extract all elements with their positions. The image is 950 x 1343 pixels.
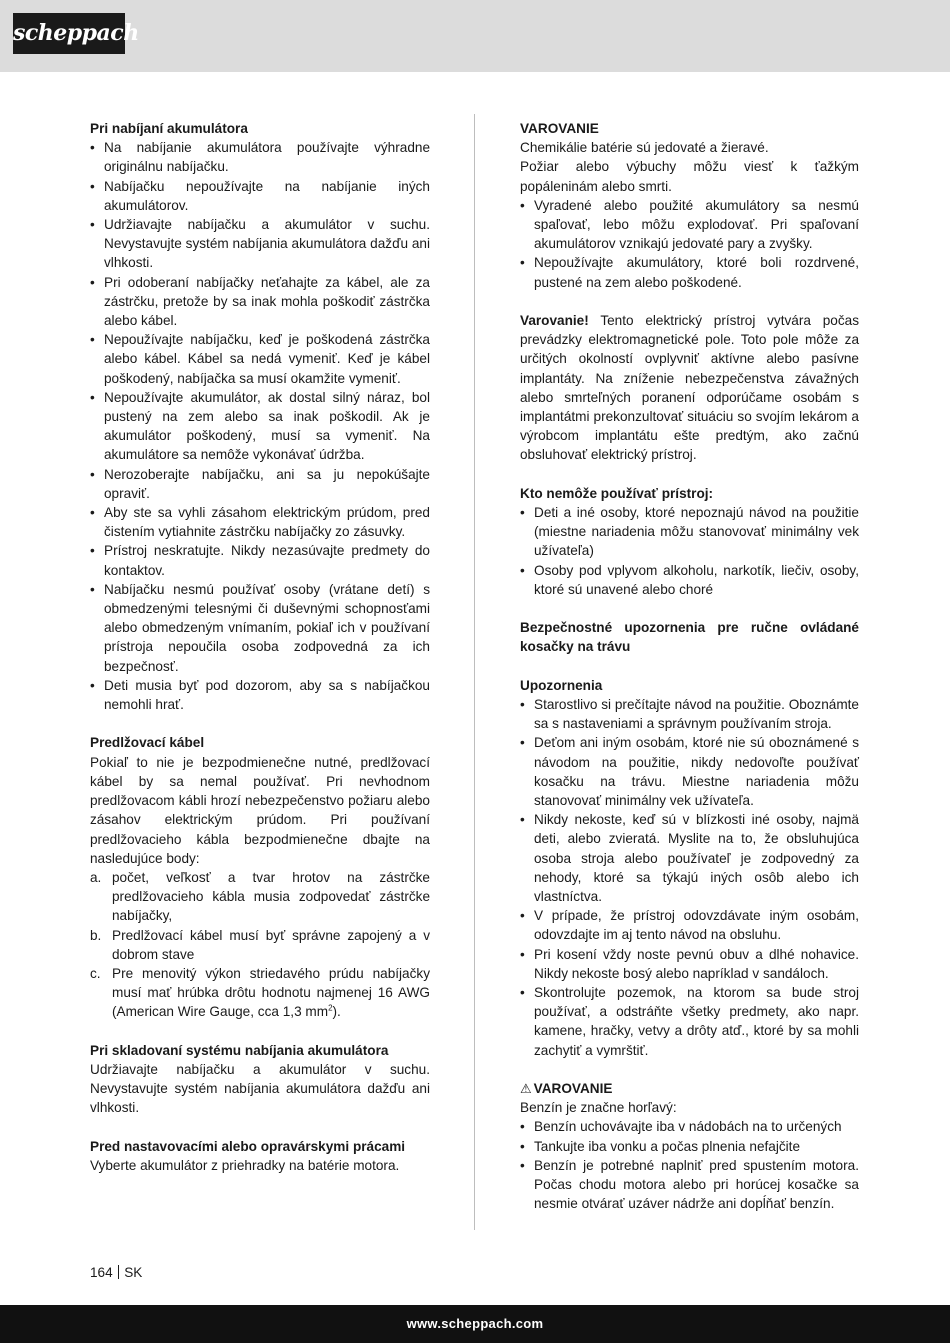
list-item: • Pri odoberaní nabíjačky neťahajte za kábel, ale za zástrčku, pretože by sa inak mohla poškodiť zástrčka alebo kábel. [90,273,430,331]
list-item: • Osoby pod vplyvom alkoholu, narkotík, liečiv, osoby, ktoré sú unavené alebo choré [520,561,859,599]
list-item: • Vyradené alebo použité akumulátory sa nesmú spaľovať, lebo môžu explodovať. Pri spaľovaní akumulátorov vznikajú jedovaté pary a zvyšky. [520,196,859,254]
section-title-storage: Pri skladovaní systému nabíjania akumulátora [90,1042,389,1058]
list-item: • Udržiavajte nabíjačku a akumulátor v suchu. Nevystavujte systém nabíjania akumulátora dažďu ani vlhkosti. [90,215,430,273]
section-title-notices: Upozornenia [520,677,603,693]
who-cannot-use-list [520,503,859,599]
section-title-safety: Bezpečnostné upozornenia pre ručne ovládané kosačky na trávu [520,620,859,655]
petrol-warning-list [520,1117,859,1213]
list-item: • Nerozoberajte nabíjačku, ani sa ju nepokúšajte opraviť. [90,465,430,503]
extension-cable-list [90,868,430,1022]
list-item: • V prípade, že prístroj odovzdávate iným osobám, odovzdajte im aj tento návod na obsluhu. [520,906,859,944]
left-column [90,119,430,1175]
list-item: • Prístroj neskratujte. Nikdy nezasúvajte predmety do kontaktov. [90,541,430,579]
section-title-charging: Pri nabíjaní akumulátora [90,121,248,136]
list-item: • Pri kosení vždy noste pevnú obuv a dlhé nohavice. Nikdy nekoste bosý alebo napríklad v sandáloch. [520,945,859,983]
list-item: • Nabíjačku nepoužívajte na nabíjanie iných akumulátorov. [90,177,430,215]
repairs-text: Vyberte akumulátor z priehradky na batérie motora. [90,1157,400,1173]
warning-title-battery: VAROVANIE [520,121,599,136]
list-item: • Nikdy nekoste, keď sú v blízkosti iné osoby, najmä deti, alebo zvieratá. Myslite na to, že obsluhujúca osoba stroja alebo používateľ je zodpovedný za nehody, ktoré sa týkajú iných osôb alebo ich vlastníctva. [520,810,859,906]
section-title-who-cannot-use: Kto nemôže používať prístroj: [520,485,714,501]
storage-text: Udržiavajte nabíjačku a akumulátor v suchu. Nevystavujte systém nabíjania akumulátora dažďu ani vlhkosti. [90,1061,430,1116]
list-item: • Na nabíjanie akumulátora používajte výhradne originálnu nabíjačku. [90,138,430,176]
list-item: • Nepoužívajte akumulátor, ak dostal silný náraz, bol pustený na zem alebo sa inak poškodil. Ak je akumulátor poškodený, musí sa vymeniť. Na akumulátore sa nemôže vykonávať údržba. [90,388,430,465]
brand-logo: scheppach [13,13,125,54]
list-item: • Tankujte iba vonku a počas plnenia nefajčite [520,1137,859,1156]
list-item: • Aby ste sa vyhli zásahom elektrickým prúdom, pred čistením vytiahnite zástrčku nabíjačky zo zásuvky. [90,503,430,541]
header-bar [0,0,950,72]
list-item: • Deti musia byť pod dozorom, aby sa s nabíjačkou nemohli hrať. [90,676,430,714]
emf-warning: Varovanie! Tento elektrický prístroj vytvára počas prevádzky elektromagnetické pole. Toto pole môže za určitých okolností ovplyvniť aktívne alebo pasívne implantáty. Na zníženie nebezpečenstva závažných alebo smrteľných poranení odporúčame osobám s implantátmi prekonzultovať situáciu so svojím lekárom a výrobcom implantátu ešte predtým, ako začnú obsluhovať elektrický prístroj. [520,313,859,463]
warning-line: Chemikálie batérie sú jedovaté a žieravé. [520,140,769,156]
list-item: • Nepoužívajte nabíjačku, keď je poškodená zástrčka alebo kábel. Kábel sa nedá vymeniť. Keď je kábel poškodený, nabíjačka sa musí okamžite vymeniť. [90,330,430,388]
list-item: b. Predlžovací kábel musí byť správne zapojený a v dobrom stave [90,927,430,962]
warning-line: Požiar alebo výbuchy môžu viesť k ťažkým popáleninám alebo smrti. [520,159,859,194]
warning-title-petrol: ⚠ VAROVANIE [520,1079,859,1098]
website-link[interactable]: www.scheppach.com [406,1316,544,1331]
battery-warning-list [520,196,859,292]
section-title-extension-cable: Predlžovací kábel [90,735,205,751]
list-item: • Nepoužívajte akumulátory, ktoré boli rozdrvené, pustené na zem alebo poškodené. [520,253,859,291]
list-item: • Starostlivo si prečítajte návod na použitie. Oboznámte sa s nastaveniami a správnym používaním stroja. [520,695,859,733]
section-title-repairs: Pred nastavovacími alebo opravárskymi prácami [90,1138,406,1154]
charging-list [90,138,430,714]
warning-line: Benzín je značne horľavý: [520,1100,677,1116]
list-item: • Nabíjačku nesmú používať osoby (vrátane detí) s obmedzenými telesnými či duševnými schopnosťami alebo obmedzeným vnímaním, pokiaľ ich v používaní prístroja nepoučila osoba zodpovedná za ich bezpečnosť. [90,580,430,676]
list-item: • Skontrolujte pozemok, na ktorom sa bude stroj používať, a odstráňte všetky predmety, ako napr. kamene, hračky, vetvy a drôty atď., ktoré by sa mohli zachytiť a vymrštiť. [520,983,859,1060]
list-item: • Deťom ani iným osobám, ktoré nie sú oboznámené s návodom na použitie, nikdy nedovoľte používať kosačku na trávu. Miestne nariadenia môžu stanovovať minimálny vek užívateľa. [520,733,859,810]
warning-triangle-icon: ⚠ [520,1081,532,1097]
notices-list [520,695,859,1060]
list-item: • Benzín uchovávajte iba v nádobách na to určených [520,1117,859,1136]
extension-cable-text: Pokiaľ to nie je bezpodmienečne nutné, predlžovací kábel by sa nemal používať. Pri nevhodnom predlžovacom kábli hrozí nebezpečenstvo požiaru alebo zásahov elektrickým prúdom. Pri používaní predlžovacieho kábla bezpodmienečne dbajte na nasledujúce body: [90,754,430,866]
footer-bar [0,1305,950,1343]
list-item: • Deti a iné osoby, ktoré nepoznajú návod na použitie (miestne nariadenia môžu stanovovať minimálny vek užívateľa) [520,503,859,561]
column-divider [474,114,475,1230]
list-item: c. Pre menovitý výkon striedavého prúdu nabíjačky musí mať hrúbka drôtu hodnotu najmenej 16 AWG (American Wire Gauge, cca 1,3 $mm^2$). [90,965,430,1020]
right-column [520,119,859,1214]
list-item: • Benzín je potrebné naplniť pred spustením motora. Počas chodu motora alebo pri horúcej kosačke sa nesmie otvárať uzáver nádrže ani dopĺňať benzín. [520,1156,859,1214]
page-number: 164 SK [90,1265,143,1280]
list-item: a. počet, veľkosť a tvar hrotov na zástrčke predlžovacieho kábla musia zodpovedať zástrčke nabíjačky, [90,869,430,924]
